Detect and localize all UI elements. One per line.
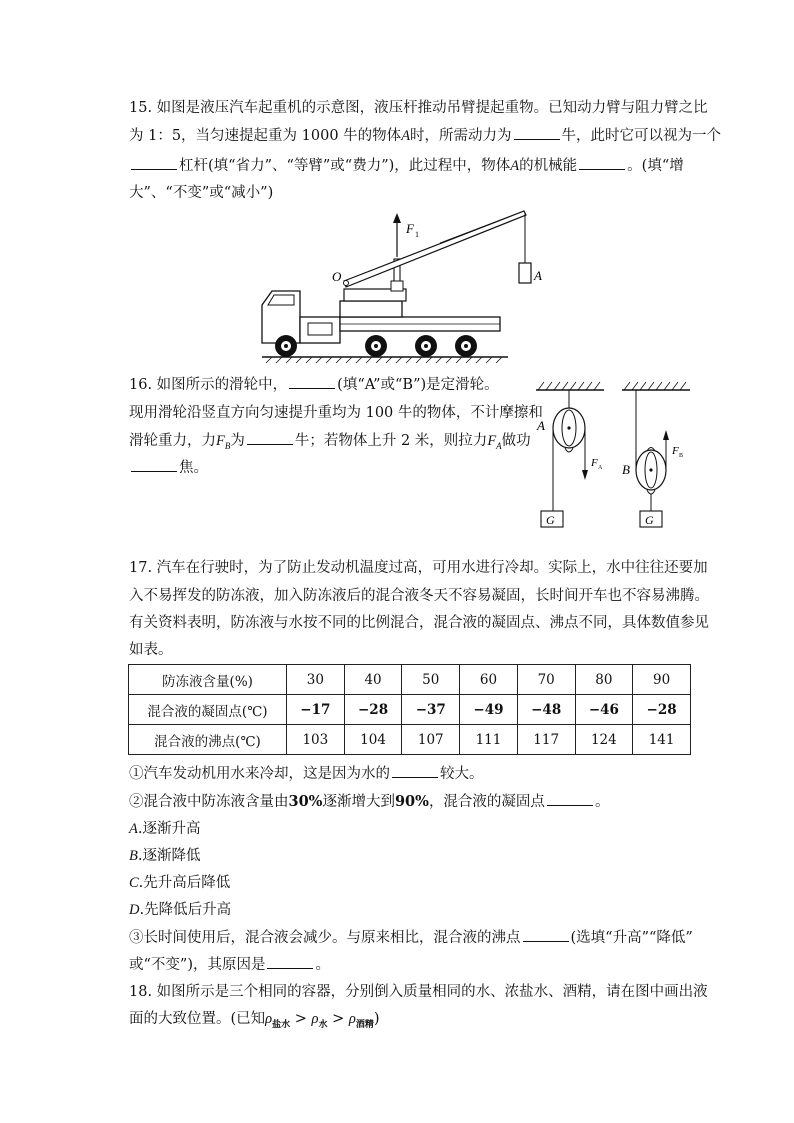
q18-text: ): [373, 1011, 380, 1027]
q17-text: ①汽车发动机用水来冷却，这是因为水的: [129, 766, 390, 782]
table-row: [129, 665, 691, 695]
pulley-figure: [532, 378, 712, 534]
q17-line-2: 入不易挥发的防冻液，加入防冻液后的混合液冬天不容易凝固，长时间开车也不容易沸腾。: [129, 588, 709, 604]
q17-line-4: 如表。: [129, 642, 173, 658]
option-text: .先降低后升高: [139, 902, 232, 918]
weight-g-label: G: [546, 513, 555, 527]
table-cell: 103: [287, 725, 345, 755]
q17-sub-2: [129, 790, 609, 811]
answer-blank[interactable]: [267, 954, 313, 969]
table-cell: 80: [575, 665, 633, 695]
weight-g-label: G: [645, 513, 654, 527]
q16-text: (填“A”或“B”)是定滑轮。: [337, 377, 499, 393]
percent-from: 30%: [288, 793, 323, 810]
answer-blank[interactable]: [392, 763, 438, 778]
gt-symbol: >: [290, 1011, 312, 1027]
row-label: 混合液的沸点(℃): [129, 725, 287, 755]
answer-blank[interactable]: [547, 791, 593, 806]
option-text: .先升高后降低: [138, 875, 231, 891]
q17-sub-3: [129, 926, 693, 947]
q17-text: (选填“升高”“降低”: [570, 930, 693, 946]
q15-text: 杠杆(填“省力”、“等臂”或“费力”)，此过程中，物体: [179, 158, 511, 174]
option-key: C: [129, 875, 139, 891]
force-fa-label: F: [591, 457, 598, 469]
force-f1-label: F: [406, 221, 414, 236]
table-cell: 50: [402, 665, 460, 695]
q15-line-3: [129, 154, 684, 175]
force-fb-symbol: F: [216, 433, 225, 449]
q17-text: 或“不变”)，其原因是: [129, 957, 266, 973]
q17-text: 。: [594, 794, 610, 810]
table-cell: −46: [575, 695, 633, 725]
table-cell: 117: [517, 725, 575, 755]
rho-symbol: ρ: [265, 1011, 273, 1027]
q15-text: 时，所需动力为: [410, 128, 512, 144]
force-fb-label-subscript: B: [679, 453, 684, 459]
option-a[interactable]: [129, 817, 200, 838]
q18-line-2: [129, 1007, 380, 1030]
option-c[interactable]: [129, 871, 230, 892]
table-cell: 104: [344, 725, 402, 755]
q17-text: 逐渐增大到: [322, 794, 395, 810]
force-fa-symbol: F: [487, 433, 497, 449]
crane-figure: [240, 205, 560, 365]
q16-text: 16. 如图所示的滑轮中，: [129, 377, 288, 393]
rho-subscript: 盐水: [272, 1019, 291, 1030]
q17-text: 。: [315, 957, 330, 973]
q16-text: 做功: [501, 433, 531, 449]
table-cell: 40: [344, 665, 402, 695]
q17-text: ②混合液中防冻液含量由: [129, 794, 289, 810]
object-a-label: A: [401, 128, 411, 144]
option-text: .逐渐降低: [137, 848, 201, 864]
table-cell: −28: [344, 695, 402, 725]
answer-blank[interactable]: [514, 125, 560, 140]
q16-text: 滑轮重力，力: [129, 433, 216, 449]
rho-symbol: ρ: [311, 1011, 319, 1027]
q16-line-1: [129, 373, 499, 394]
q15-line-4: 大”、“不变”或“减小”): [129, 185, 274, 201]
table-cell: 60: [460, 665, 518, 695]
rho-subscript: 水: [318, 1019, 328, 1030]
option-key: B: [129, 848, 138, 864]
q15-line-2: [129, 124, 721, 145]
force-fb-subscript: B: [224, 440, 231, 451]
q16-line-2: 现用滑轮沿竖直方向匀速提升重均为 100 牛的物体，不计摩擦和: [129, 405, 543, 421]
force-f1-subscript: 1: [415, 230, 419, 239]
q18-line-1: 18. 如图所示是三个相同的容器，分别倒入质量相同的水、浓盐水、酒精，请在图中画出液: [129, 984, 708, 1000]
answer-blank[interactable]: [247, 430, 293, 445]
option-b[interactable]: [129, 844, 200, 865]
answer-blank[interactable]: [131, 155, 177, 170]
force-fa-label-subscript: A: [598, 465, 603, 471]
q16-line-4: [129, 456, 208, 477]
table-cell: −17: [287, 695, 345, 725]
q16-text: 为: [230, 433, 245, 449]
q16-text: 牛；若物体上升 2 米，则拉力: [294, 433, 488, 449]
object-a-label: A: [510, 158, 520, 174]
table-cell: −49: [460, 695, 518, 725]
q17-line-1: 17. 汽车在行驶时，为了防止发动机温度过高，可用水进行冷却。实际上，水中往往还要加: [129, 560, 708, 576]
table-cell: −37: [402, 695, 460, 725]
force-fb-label: F: [672, 445, 679, 457]
table-cell: 141: [633, 725, 691, 755]
q15-text: 的机械能: [519, 158, 578, 174]
q15-text: 为 1：5，当匀速提起重为 1000 牛的物体: [129, 128, 402, 144]
pulley-b-label: B: [622, 462, 630, 477]
answer-blank[interactable]: [289, 374, 335, 389]
q17-text: 较大。: [440, 766, 484, 782]
row-label: 混合液的凝固点(℃): [129, 695, 287, 725]
antifreeze-table: [128, 664, 691, 755]
q18-text: 面的大致位置。(已知: [129, 1011, 266, 1027]
q15-text: 。(填“增: [627, 158, 684, 174]
table-row: [129, 725, 691, 755]
q17-sub-3-cont: [129, 953, 330, 974]
q17-sub-1: [129, 762, 484, 783]
gt-symbol: >: [327, 1011, 349, 1027]
table-cell: 124: [575, 725, 633, 755]
table-cell: 90: [633, 665, 691, 695]
option-key: A: [129, 821, 138, 837]
q15-line-1: 15. 如图是液压汽车起重机的示意图，液压杆推动吊臂提起重物。已知动力臂与阻力臂之比: [129, 100, 708, 116]
rho-symbol: ρ: [348, 1011, 356, 1027]
force-fa-subscript: A: [496, 440, 502, 451]
percent-to: 90%: [394, 793, 429, 810]
q17-text: ③长时间使用后，混合液会减少。与原来相比，混合液的沸点: [129, 930, 521, 946]
answer-blank[interactable]: [523, 927, 569, 942]
table-cell: −28: [633, 695, 691, 725]
table-cell: 111: [460, 725, 518, 755]
pivot-o-label: O: [332, 269, 342, 284]
table-cell: 30: [287, 665, 345, 695]
table-cell: 107: [402, 725, 460, 755]
option-d[interactable]: [129, 898, 231, 919]
option-key: D: [129, 902, 140, 918]
q16-text: 焦。: [179, 460, 208, 476]
q15-text: 牛，此时它可以视为一个: [561, 128, 722, 144]
row-label: 防冻液含量(%): [129, 665, 287, 695]
answer-blank[interactable]: [131, 457, 177, 472]
q16-line-3: [129, 429, 531, 451]
table-row: [129, 695, 691, 725]
table-cell: 70: [517, 665, 575, 695]
table-cell: −48: [517, 695, 575, 725]
load-a-label: A: [534, 268, 542, 283]
q17-text: ，混合液的凝固点: [428, 794, 545, 810]
rho-subscript: 酒精: [355, 1019, 374, 1030]
option-text: .逐渐升高: [137, 821, 201, 837]
q17-line-3: 有关资料表明，防冻液与水按不同的比例混合，混合液的凝固点、沸点不同，具体数值参见: [129, 615, 709, 631]
pulley-a-label: A: [537, 418, 545, 433]
answer-blank[interactable]: [579, 155, 625, 170]
